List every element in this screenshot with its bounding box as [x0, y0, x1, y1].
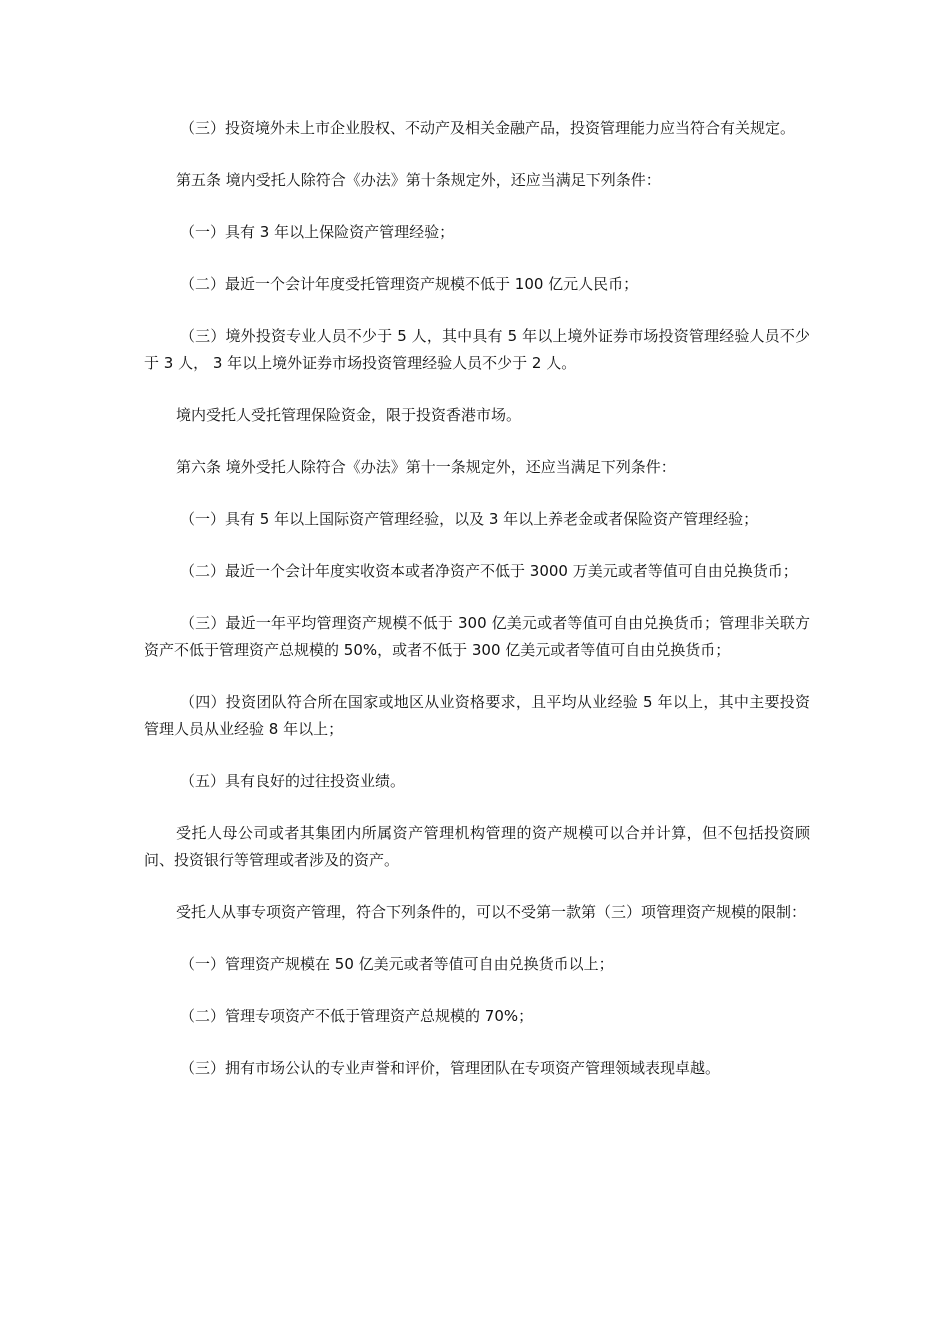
- paragraph-item-3-overseas-unlisted: （三）投资境外未上市企业股权、不动产及相关金融产品，投资管理能力应当符合有关规定。: [180, 119, 796, 137]
- special-assets-item-1: （一）管理资产规模在 50 亿美元或者等值可自由兑换货币以上；: [180, 955, 614, 973]
- special-assets-item-2: （二）管理专项资产不低于管理资产总规模的 70%；: [180, 1007, 534, 1025]
- article-6-item-2: （二）最近一个会计年度实收资本或者净资产不低于 3000 万美元或者等值可自由兑换货币；: [180, 562, 798, 580]
- article-5-item-2: （二）最近一个会计年度受托管理资产规模不低于 100 亿元人民币；: [180, 275, 639, 293]
- special-assets-item-3: （三）拥有市场公认的专业声誉和评价，管理团队在专项资产管理领域表现卓越。: [180, 1059, 721, 1077]
- article-5-heading: 第五条 境内受托人除符合《办法》第十条规定外，还应当满足下列条件：: [176, 171, 661, 189]
- article-6-item-1: （一）具有 5 年以上国际资产管理经验，以及 3 年以上养老金或者保险资产管理经验；: [180, 510, 759, 528]
- article-6-item-3: （三）最近一年平均管理资产规模不低于 300 亿美元或者等值可自由兑换货币；管理非关联方资产不低于管理资产总规模的 50%，或者不低于 300 亿美元或者等值可自由兑换货币；: [144, 614, 810, 659]
- article-6-heading: 第六条 境外受托人除符合《办法》第十一条规定外，还应当满足下列条件：: [176, 458, 676, 476]
- document-body: [144, 115, 810, 1107]
- article-6-paragraph-group-assets: 受托人母公司或者其集团内所属资产管理机构管理的资产规模可以合并计算，但不包括投资顾问、投资银行等管理或者涉及的资产。: [144, 824, 810, 869]
- article-5-item-1: （一）具有 3 年以上保险资产管理经验；: [180, 223, 455, 241]
- article-6-item-4: （四）投资团队符合所在国家或地区从业资格要求，且平均从业经验 5 年以上，其中主要投资管理人员从业经验 8 年以上；: [144, 693, 810, 738]
- article-5-item-3: （三）境外投资专业人员不少于 5 人，其中具有 5 年以上境外证券市场投资管理经验人员不少于 3 人， 3 年以上境外证券市场投资管理经验人员不少于 2 人。: [144, 327, 810, 372]
- article-6-paragraph-special-assets: 受托人从事专项资产管理，符合下列条件的，可以不受第一款第（三）项管理资产规模的限制：: [176, 903, 807, 921]
- article-5-note: 境内受托人受托管理保险资金，限于投资香港市场。: [176, 406, 522, 424]
- article-6-item-5: （五）具有良好的过往投资业绩。: [180, 772, 406, 790]
